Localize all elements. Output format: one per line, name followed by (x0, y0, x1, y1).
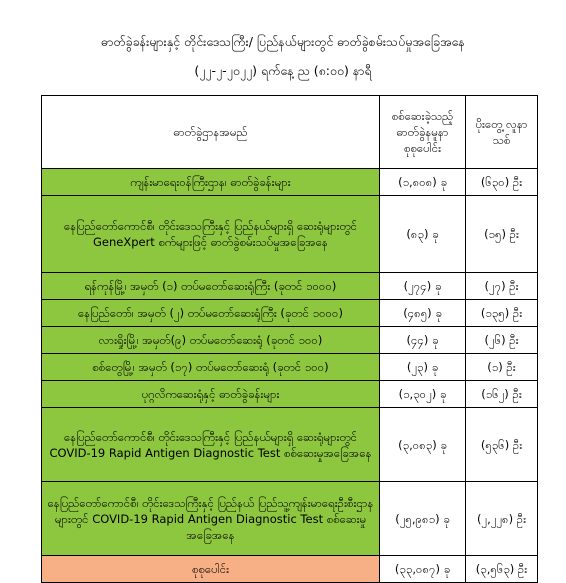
positive-count-cell: (၅၃၆) ဦး (466, 408, 538, 482)
total-tested-cell: (၃၃,၀၈၇) ခု (380, 556, 466, 583)
table-row (42, 327, 538, 354)
tested-count-cell: (၃,၀၈၃) ခု (380, 408, 466, 482)
positive-count-cell: (၁၆၂) ဦး (466, 381, 538, 408)
lab-name-cell: ပုဂ္ဂလိကဆေးရုံနှင့် ဓာတ်ခွဲခန်းများ (42, 381, 380, 408)
tested-count-cell: (၄၈၅) ခု (380, 300, 466, 327)
tested-count-cell: (၁,၈၀၈) ခု (380, 169, 466, 196)
table-row (42, 408, 538, 482)
table-header-row (42, 96, 538, 169)
positive-count-cell: (၂,၂၂၈) ဦး (466, 482, 538, 556)
table-row (42, 196, 538, 273)
table-row (42, 273, 538, 300)
lab-name-cell: နေပြည်တော်ကောင်စီ၊ တိုင်းဒေသကြီးနှင့် ပြည်နယ် ပြည်သူ့ကျန်းမာရေးဦးစီးဌာနများတွင် COVID-19 Rapid Antigen Diagnostic Test စစ်ဆေးမှုအခြေအနေ (42, 482, 380, 556)
total-positive-cell: (၃,၅၆၃) ဦး (466, 556, 538, 583)
tested-count-cell: (၂၅,၉၈၁) ခု (380, 482, 466, 556)
total-row (42, 556, 538, 583)
lab-name-cell: စစ်တွေမြို့၊ အမှတ် (၁၇) တပ်မတော်ဆေးရုံ (ခုတင် ၁၀၀) (42, 354, 380, 381)
lab-name-cell: နေပြည်တော်ကောင်စီ၊ တိုင်းဒေသကြီးနှင့် ပြည်နယ်များရှိ ဆေးရုံများတွင် COVID-19 Rapid Antigen Diagnostic Test စစ်ဆေးမှုအခြေအနေ (42, 408, 380, 482)
lab-name-cell: ကျန်းမာရေးဝန်ကြီးဌာန၊ ဓာတ်ခွဲခန်းများ (42, 169, 380, 196)
table-row (42, 354, 538, 381)
lab-name-cell: နေပြည်တော်၊ အမှတ် (၂) တပ်မတော်ဆေးရုံကြီး (ခုတင် ၁၀၀၀) (42, 300, 380, 327)
table-row (42, 381, 538, 408)
positive-count-cell: (၁၅) ဦး (466, 196, 538, 273)
lab-name-cell: နေပြည်တော်ကောင်စီ၊ တိုင်းဒေသကြီးနှင့် ပြည်နယ်များရှိ ဆေးရုံများတွင် GeneXpert စက်များဖြင့် ဓာတ်ခွဲစမ်းသပ်မှုအခြေအနေ (42, 196, 380, 273)
report-title: ဓာတ်ခွဲခန်းများနှင့် တိုင်းဒေသကြီး/ ပြည်နယ်များတွင် ဓာတ်ခွဲစမ်းသပ်မှုအခြေအနေ (101, 34, 465, 49)
positive-count-cell: (၁) ဦး (466, 354, 538, 381)
report-date: (၂၂-၂-၂၀၂၂) ရက်နေ့ ည (၈:၀၀) နာရီ (194, 63, 372, 78)
lab-test-table (41, 95, 538, 583)
lab-name-cell: ရန်ကုန်မြို့၊ အမှတ် (၁) တပ်မတော်ဆေးရုံကြီး (ခုတင် ၁၀၀၀) (42, 273, 380, 300)
table-row (42, 169, 538, 196)
tested-count-cell: (၄၄) ခု (380, 327, 466, 354)
header-tested: စစ်ဆေးခဲ့သည့် ဓာတ်ခွဲနမူနာ စုစုပေါင်း (380, 96, 466, 169)
table-row (42, 482, 538, 556)
tested-count-cell: (၈၃) ခု (380, 196, 466, 273)
header-location: ဓာတ်ခွဲဌာနအမည် (42, 96, 380, 169)
positive-count-cell: (၂၆) ဦး (466, 327, 538, 354)
positive-count-cell: (၁၃၅) ဦး (466, 300, 538, 327)
lab-name-cell: လားရှိုးမြို့၊ အမှတ်(၉) တပ်မတော်ဆေးရုံ (ခုတင် ၁၀၀) (42, 327, 380, 354)
positive-count-cell: (၆၃၀) ဦး (466, 169, 538, 196)
tested-count-cell: (၂၇၄) ခု (380, 273, 466, 300)
table-row (42, 300, 538, 327)
tested-count-cell: (၁,၃၀၂) ခု (380, 381, 466, 408)
positive-count-cell: (၂၇) ဦး (466, 273, 538, 300)
header-positive: ပိုးတွေ့ လူနာသစ် (466, 96, 538, 169)
tested-count-cell: (၂၃) ခု (380, 354, 466, 381)
total-label-cell: စုစုပေါင်း (42, 556, 380, 583)
